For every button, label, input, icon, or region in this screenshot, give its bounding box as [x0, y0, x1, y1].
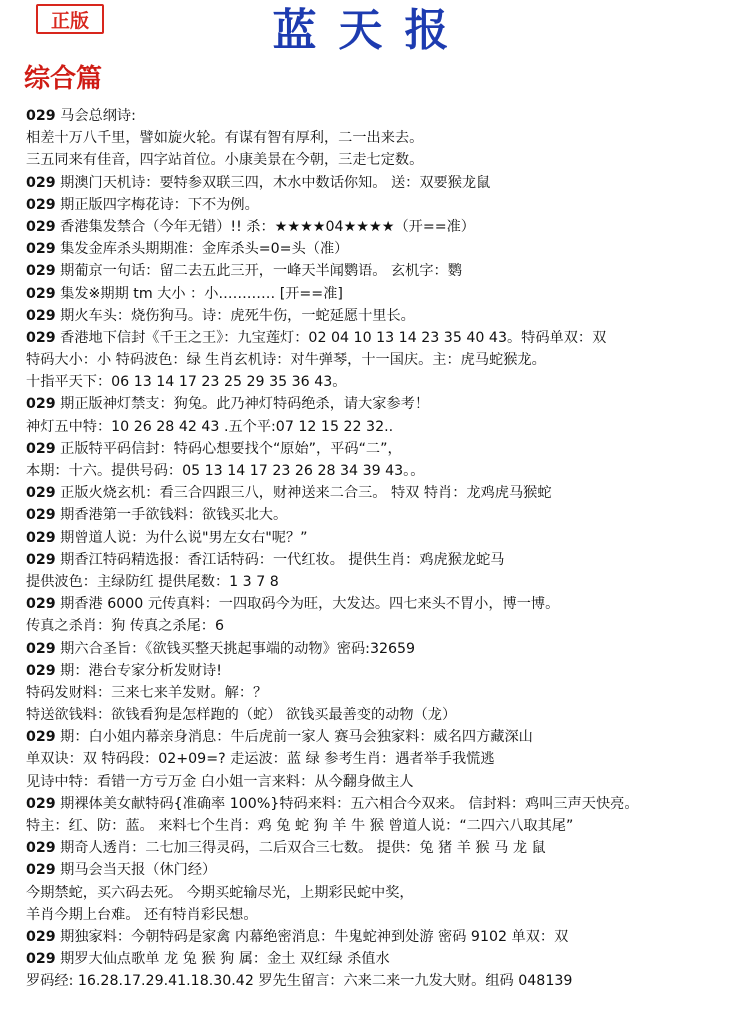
article-body: [26, 105, 731, 993]
text-line: 029 马会总纲诗:: [26, 108, 136, 124]
text-line: 相差十万八千里，譬如旋火轮。有谋有智有厚利，二一出来去。: [26, 130, 424, 147]
text-line: 029 期曾道人说：为什么说"男左女右"呢？”: [26, 529, 308, 546]
text-line: 本期：十六。提供号码：05 13 14 17 23 26 28 34 39 43。。: [26, 463, 425, 479]
text-line: 029 期葡京一句话：留二去五此三开，一峰天半闻鹦语。 玄机字：鹦: [26, 263, 462, 280]
newspaper-title: 蓝天报: [272, 5, 471, 56]
text-line: 羊肖今期上台难。 还有特肖彩民想。: [26, 906, 258, 923]
text-line: 029 正版特平码信封：特码心想要找个“原始”，平码“二”，: [26, 440, 402, 457]
text-line: 029 期奇人透肖：二七加三得灵码，二后双合三七数。 提供：兔 猪 羊 猴 马 龙 鼠: [26, 840, 546, 857]
text-line: 029 期火车头：烧伤狗马。诗：虎死牛伤，一蛇延愿十里长。: [26, 307, 415, 324]
text-line: 029 集发※期期 tm 大小 ：小………… [开==准]: [26, 285, 343, 302]
text-line: 神灯五中特：10 26 28 42 43 .五个平:07 12 15 22 32..: [26, 418, 394, 435]
text-line: 029 香港集发禁合（今年无错）!! 杀：★★★★04★★★★（开==准）: [26, 218, 475, 235]
text-line: 029 正版火烧玄机：看三合四跟三八，财神送来二合三。 特双 特肖：龙鸡虎马猴蛇: [26, 485, 552, 502]
text-line: 029 香港地下信封《千王之王》：九宝莲灯：02 04 10 13 14 23 35 40 43。特码单双：双: [26, 329, 607, 346]
text-line: 特送欲钱料：欲钱看狗是怎样跑的（蛇） 欲钱买最善变的动物（龙）: [26, 707, 457, 724]
text-line: 十指平天下：06 13 14 17 23 25 29 35 36 43。: [26, 374, 347, 391]
text-line: 见诗中特：看错一方亏万金 白小姐一言来料：从今翻身做主人: [26, 773, 414, 790]
section-heading: 综合篇: [24, 64, 103, 94]
text-line: 传真之杀肖：狗 传真之杀尾：6: [26, 618, 224, 635]
text-line: 三五同来有佳音，四字站首位。小康美景在今朝，三走七定数。: [26, 152, 424, 169]
text-line: 029 期香江特码精选报：香江话特码：一代红妆。 提供生肖：鸡虎猴龙蛇马: [26, 551, 505, 568]
text-line: 提供波色：主绿防红 提供尾数：1 3 7 8: [26, 573, 279, 590]
text-line: 029 期马会当天报（休门经）: [26, 862, 217, 879]
text-line: 029 期：港台专家分析发财诗!: [26, 662, 222, 679]
text-line: 029 期独家料：今朝特码是家禽 内幕绝密消息：牛鬼蛇神到处游 密码 9102 单双：双: [26, 928, 569, 945]
text-line: 029 期罗大仙点歌单 龙 兔 猴 狗 属：金土 双红绿 杀值水: [26, 951, 390, 968]
text-line: 029 期正版四字梅花诗：下不为例。: [26, 196, 259, 213]
text-line: 今期禁蛇，买六码去死。 今期买蛇输尽光，上期彩民蛇中奖，: [26, 884, 414, 901]
text-line: 029 期香港第一手欲钱料：欲钱买北大。: [26, 507, 288, 524]
text-line: 029 期：白小姐内幕亲身消息：牛后虎前一家人 赛马会独家料：威名四方藏深山: [26, 729, 533, 746]
text-line: 罗码经: 16.28.17.29.41.18.30.42 罗先生留言：六来二来一九发大财。组码 048139: [26, 973, 573, 990]
text-line: 029 期正版神灯禁支：狗兔。此乃神灯特码绝杀，请大家参考！: [26, 396, 430, 413]
text-line: 029 集发金库杀头期期准：金库杀头=0=头（准）: [26, 241, 349, 258]
text-line: 特码发财料：三来七来羊发财。解：？: [26, 684, 268, 701]
text-line: 029 期裸体美女献特码{准确率 100%}特码来料：五六相合今双来。 信封料：鸡叫三声天快亮。: [26, 795, 639, 812]
text-line: 特主：红、防：蓝。 来料七个生肖：鸡 兔 蛇 狗 羊 牛 猴 曾道人说：“二四六八取其尾”: [26, 818, 574, 834]
genuine-stamp: 正版: [36, 4, 104, 34]
text-line: 029 期香港 6000 元传真料：一四取码今为旺，大发达。四七来头不胃小，博一博。: [26, 596, 560, 613]
text-line: 特码大小：小 特码波色：绿 生肖玄机诗：对牛弹琴，十一国庆。主：虎马蛇猴龙。: [26, 352, 546, 369]
text-line: 029 期澳门天机诗：要特参双联三四，木水中数话你知。 送：双要猴龙鼠: [26, 174, 491, 191]
text-line: 029 期六合圣旨：《欲钱买整天挑起事端的动物》密码:32659: [26, 640, 416, 657]
text-line: 单双诀：双 特码段：02+09=? 走运波：蓝 绿 参考生肖：遇者举手我慌逃: [26, 751, 495, 768]
